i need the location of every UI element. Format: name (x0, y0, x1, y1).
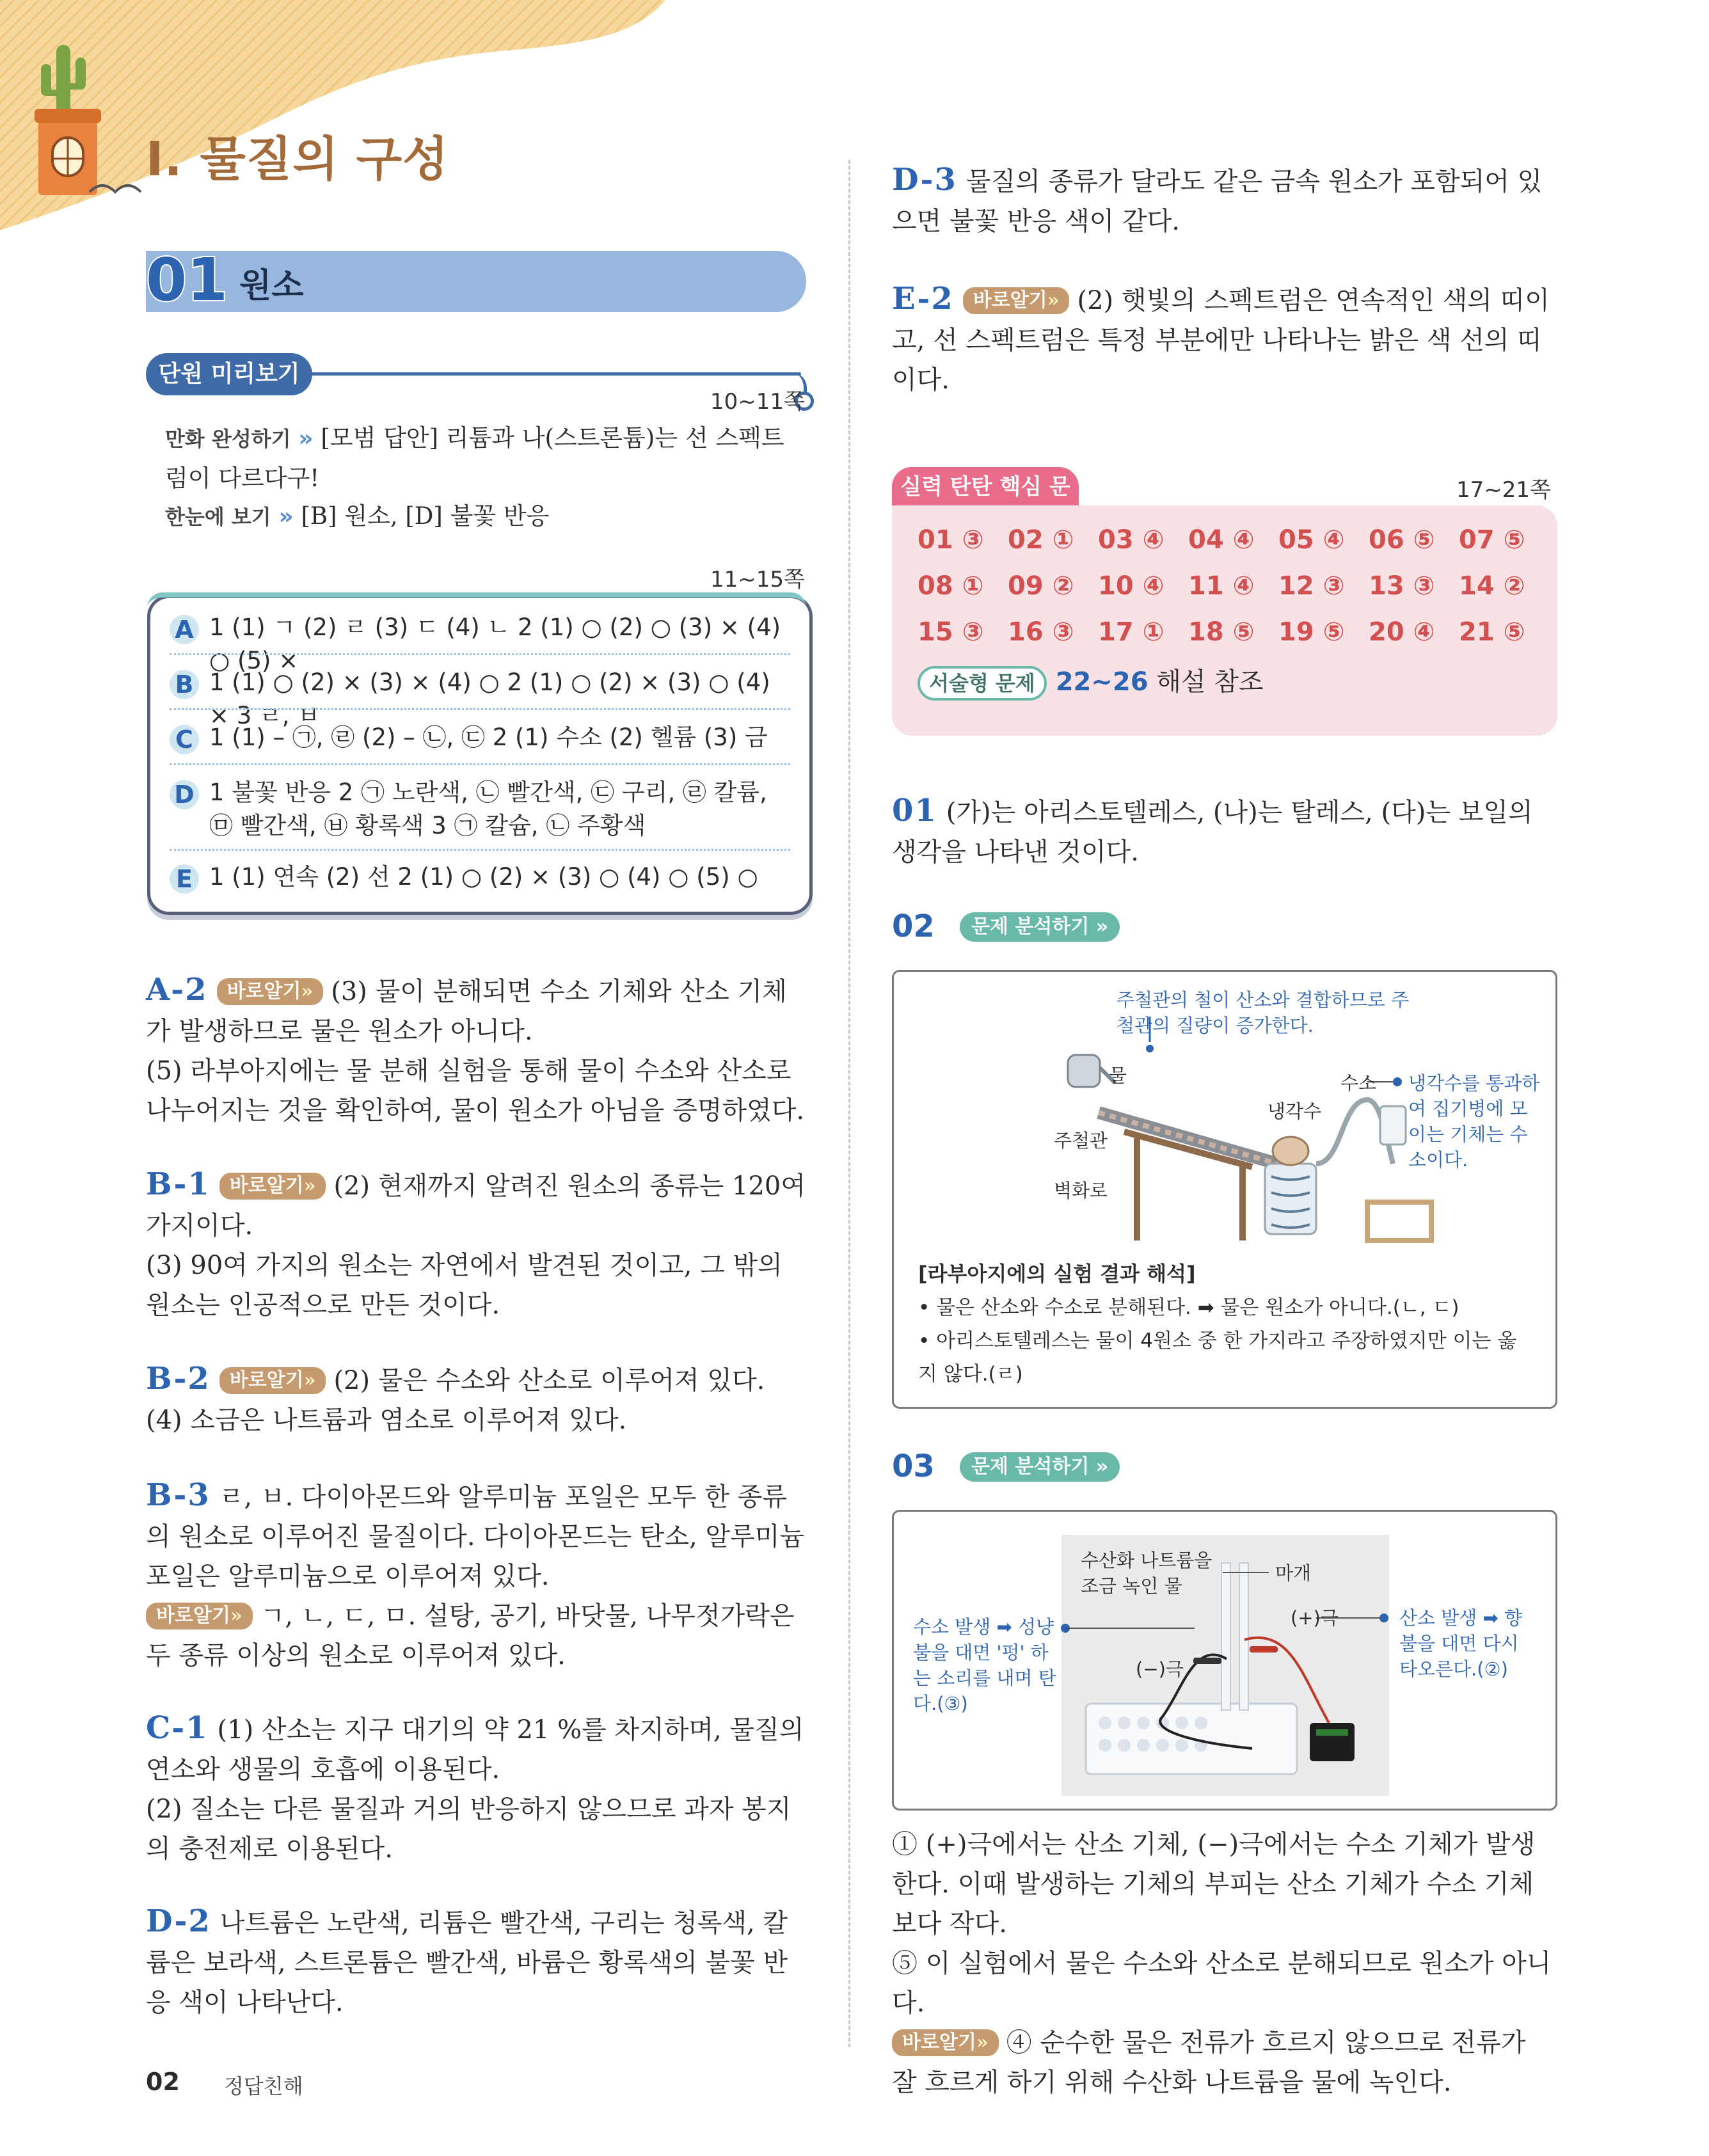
explanation-line: 나트륨은 노란색, 리튬은 빨간색, 구리는 청록색, 칼륨은 보라색, 스트론튬은 빨간색, 바륨은 황록색의 불꽃 반응 색이 나타난다. (146, 1908, 788, 2017)
baro-tag-label: 바로알기 (229, 1175, 304, 1197)
baro-tag (219, 1173, 326, 1200)
notes-line: • 물은 산소와 수소로 분해된다. ➡ 물은 원소가 아니다.(ㄴ, ㄷ) (918, 1296, 1459, 1319)
plus-electrode-label: (+)극 (1291, 1607, 1339, 1629)
oxygen-note: 산소 발생 ➡ 향불을 대면 다시 타오른다.(②) (1399, 1607, 1523, 1680)
core-answer-box (892, 505, 1557, 736)
divider (170, 763, 790, 765)
divider (170, 708, 790, 710)
core-answer-cell: 06 ⑤ (1369, 525, 1435, 555)
answer-page-range: 11~15쪽 (710, 567, 805, 592)
core-answer-cell: 01 ③ (918, 525, 984, 555)
chevron-right-icon: » (303, 1175, 316, 1197)
explanation-e2 (892, 279, 1557, 400)
notes-title: [라부아지에의 실험 결과 해석] (918, 1262, 1196, 1286)
question-number: 03 (892, 1448, 935, 1484)
core-answer-cell: 09 ② (1008, 571, 1074, 601)
answer-text: 1 (1) – ㉠, ㉣ (2) – ㉡, ㉢ 2 (1) 수소 (2) 헬륨 (3) 금 (209, 724, 768, 751)
explanation-b3 (146, 1475, 806, 1676)
chevron-right-icon: » (1095, 916, 1109, 938)
core-answer-cell: 04 ④ (1188, 525, 1255, 555)
lavoisier-figure-box (892, 970, 1557, 1409)
answer-box-accent (147, 592, 806, 608)
core-answer-cell: 11 ④ (1188, 571, 1255, 601)
baro-tag-label: 바로알기 (973, 289, 1047, 312)
baro-tag (963, 287, 1070, 314)
chevron-right-icon: » (278, 503, 294, 530)
core-answer-cell: 03 ④ (1098, 525, 1165, 555)
minus-electrode-label: (−)극 (1136, 1658, 1184, 1680)
chapter-title: Ⅰ. 물질의 구성 (146, 132, 449, 187)
column-divider (848, 160, 850, 2047)
answer-letter: A (170, 615, 199, 644)
manhwa-tag: 만화 완성하기 (165, 427, 291, 451)
core-answer-cell: 02 ① (1008, 525, 1074, 555)
explanation-b2 (146, 1359, 806, 1440)
baro-tag (146, 1603, 253, 1629)
answer-text: 1 (1) 연속 (2) 선 2 (1) ○ (2) × (3) ○ (4) ○ (5) ○ (209, 863, 758, 891)
explanation-c1 (146, 1708, 806, 1869)
explanation-code: E-2 (892, 281, 954, 317)
explanation-line: (1) 산소는 지구 대기의 약 21 %를 차지하며, 물질의 연소와 생물의 호흡에 이용된다. (146, 1715, 804, 1784)
divider (170, 653, 790, 655)
core-answer-cell: 16 ③ (1008, 617, 1074, 647)
core-answer-cell: 07 ⑤ (1459, 525, 1525, 555)
answer-text: 1 불꽃 반응 2 ㉠ 노란색, ㉡ 빨간색, ㉢ 구리, ㉣ 칼륨, ㉤ 빨간색, ㉥ 황록색 3 ㉠ 칼슘, ㉡ 주황색 (209, 779, 767, 839)
glance-block (165, 496, 805, 537)
core-answer-cell: 12 ③ (1278, 571, 1345, 601)
explanation-code: D-2 (146, 1903, 211, 1939)
lavoisier-notes (918, 1257, 1532, 1391)
essay-note: 해설 참조 (1156, 667, 1264, 697)
question-number: 02 (892, 908, 935, 944)
core-answer-cell: 13 ③ (1369, 571, 1435, 601)
preview-tag: 단원 미리보기 (146, 353, 312, 395)
core-problems-tag: 실력 탄탄 핵심 문 (892, 467, 1079, 507)
explanation-d2 (146, 1901, 806, 2022)
core-answer-cell: 15 ③ (918, 617, 984, 647)
core-page-range: 17~21쪽 (1456, 477, 1551, 503)
explanation-a2 (146, 970, 806, 1130)
core-answer-cell: 21 ⑤ (1459, 617, 1525, 647)
explanation-line: (2) 현재까지 알려진 원소의 종류는 120여 가지이다. (146, 1171, 806, 1240)
chevron-right-icon: » (230, 1605, 242, 1627)
core-answer-cell: 10 ④ (1098, 571, 1165, 601)
core-answer-cell: 14 ② (1459, 571, 1525, 601)
section-number: 01 (146, 246, 228, 314)
essay-tag: 서술형 문제 (918, 666, 1047, 701)
explanation-line: ⑤ 이 실험에서 물은 수소와 산소로 분해되므로 원소가 아니다. (892, 1949, 1552, 2018)
answer-text: 1 (1) ㄱ (2) ㄹ (3) ㄷ (4) ㄴ 2 (1) ○ (2) ○ (3) × (4) ○ (5) × (209, 614, 781, 674)
essay-range: 22~26 (1055, 667, 1149, 697)
manhwa-block (165, 418, 805, 498)
explanation-line: (2) 햇빛의 스펙트럼은 연속적인 색의 띠이고, 선 스펙트럼은 특정 부분에만 나타나는 밝은 색 선의 띠이다. (892, 286, 1550, 395)
core-answer-cell: 20 ④ (1369, 617, 1435, 647)
answer-letter: C (170, 725, 199, 754)
analyze-tag (960, 1452, 1120, 1482)
answer-letter: B (170, 670, 199, 699)
glance-tag: 한눈에 보기 (165, 505, 271, 529)
chevron-right-icon: » (303, 1369, 316, 1391)
kettle-icon (1068, 1055, 1115, 1087)
baro-tag (892, 2029, 999, 2056)
analyze-tag (960, 912, 1120, 942)
explanation-line: (3) 물이 분해되면 수소 기체와 산소 기체가 발생하므로 물은 원소가 아니다. (146, 977, 787, 1046)
hydrogen-label: 수소 (1340, 1072, 1377, 1094)
coolant-label: 냉각수 (1268, 1100, 1322, 1122)
baro-tag-label: 바로알기 (229, 1369, 304, 1391)
book-name: 정답친해 (224, 2074, 303, 2098)
manhwa-text: [모범 답안] 리튬과 나(스트론튬)는 선 스펙트럼이 다르다구! (165, 424, 784, 492)
answer-letter: E (170, 864, 199, 894)
chevron-right-icon: » (1047, 289, 1060, 312)
explanation-line: ㄹ, ㅂ. 다이아몬드와 알루미늄 포일은 모두 한 종류의 원소로 이루어진 물질이다. 다이아몬드는 탄소, 알루미늄 포일은 알루미늄으로 이루어져 있다. (146, 1482, 805, 1591)
explanation-line: (5) 라부아지에는 물 분해 실험을 통해 물이 수소와 산소로 나누어지는 것을 확인하여, 물이 원소가 아님을 증명하였다. (146, 1056, 805, 1125)
question-01 (892, 791, 1557, 872)
water-label: 물 (1109, 1065, 1127, 1086)
question-03-explanation (892, 1825, 1557, 2102)
cap-label: 마개 (1275, 1562, 1312, 1584)
hydrogen-note: 수소 발생 ➡ 성냥불을 대면 '펑' 하는 소리를 내며 탄다.(③) (913, 1616, 1056, 1715)
iron-pipe-note: 주철관의 철이 산소와 결합하므로 주철관의 질량이 증가한다. (1117, 989, 1410, 1036)
core-answer-cell: 05 ④ (1278, 525, 1345, 555)
divider (170, 849, 790, 851)
preview-page-range: 10~11쪽 (710, 389, 805, 415)
baro-tag-label: 바로알기 (227, 980, 301, 1003)
explanation-code: B-1 (146, 1166, 211, 1202)
analyze-tag-label: 문제 분석하기 (971, 916, 1090, 938)
preview-divider (301, 372, 801, 376)
section-title: 원소 (239, 267, 304, 305)
explanation-line: (2) 물은 수소와 산소로 이루어져 있다. (333, 1366, 765, 1395)
chevron-right-icon: » (301, 980, 314, 1003)
answer-letter: D (170, 780, 199, 809)
baro-tag-label: 바로알기 (156, 1605, 230, 1627)
iron-pipe-label: 주철관 (1054, 1130, 1108, 1152)
core-answer-cell: 17 ① (1098, 617, 1165, 647)
core-answer-cell: 08 ① (918, 571, 984, 601)
glance-text: [B] 원소, [D] 불꽃 반응 (301, 502, 550, 530)
core-answer-grid (918, 523, 1549, 649)
page-number: 02 (146, 2068, 180, 2096)
chevron-right-icon: » (298, 425, 314, 452)
chevron-right-icon: » (1095, 1455, 1109, 1478)
explanation-code: D-3 (892, 162, 957, 198)
question-number: 01 (892, 793, 937, 828)
explanation-line: (2) 질소는 다른 물질과 거의 반응하지 않으므로 과자 봉지의 충전제로 이용된다. (146, 1795, 791, 1864)
explanation-code: B-2 (146, 1361, 211, 1397)
electrolysis-figure-box (892, 1510, 1557, 1811)
answer-text: 1 (1) ○ (2) × (3) × (4) ○ 2 (1) ○ (2) × (3) ○ (4) × 3 ㄹ, ㅂ (209, 669, 770, 729)
explanation-code: B-3 (146, 1477, 211, 1513)
explanation-line: ① (+)극에서는 산소 기체, (−)극에서는 수소 기체가 발생한다. 이때 발생하는 기체의 부피는 산소 기체가 수소 기체보다 작다. (892, 1830, 1536, 1938)
answer-box (147, 595, 813, 915)
core-answer-cell: 18 ⑤ (1188, 617, 1255, 647)
core-answer-cell: 19 ⑤ (1278, 617, 1345, 647)
explanation-b1 (146, 1164, 806, 1325)
hydrogen-note: 냉각수를 통과하여 집기병에 모이는 기체는 수소이다. (1408, 1072, 1540, 1171)
explanation-d3 (892, 160, 1557, 241)
explanation-line: ④ 순수한 물은 전류가 흐르지 않으므로 전류가 잘 흐르게 하기 위해 수산화 나트륨을 물에 녹인다. (892, 2028, 1526, 2097)
explanation-line: (3) 90여 가지의 원소는 자연에서 발견된 것이고, 그 밖의 원소는 인공적으로 만든 것이다. (146, 1251, 783, 1320)
solution-label: 수산화 나트륨을 조금 녹인 물 (1081, 1550, 1212, 1597)
analyze-tag-label: 문제 분석하기 (971, 1455, 1090, 1478)
furnace-label: 벽화로 (1054, 1180, 1108, 1201)
essay-row (918, 664, 1264, 701)
chevron-right-icon: » (976, 2031, 989, 2054)
explanation-line: (4) 소금은 나트륨과 염소로 이루어져 있다. (146, 1406, 627, 1435)
baro-tag (217, 978, 324, 1005)
explanation-line: ㄱ, ㄴ, ㄷ, ㅁ. 설탕, 공기, 바닷물, 나무젓가락은 두 종류 이상의 원소로 이루어져 있다. (146, 1601, 795, 1670)
explanation-line: 물질의 종류가 달라도 같은 금속 원소가 포함되어 있으면 불꽃 반응 색이 같다. (892, 167, 1543, 236)
explanation-code: A-2 (146, 972, 208, 1008)
question-text: (가)는 아리스토텔레스, (나)는 탈레스, (다)는 보일의 생각을 나타낸 것이다. (892, 798, 1533, 867)
baro-tag-label: 바로알기 (902, 2031, 976, 2054)
notes-line: • 아리스토텔레스는 물이 4원소 중 한 가지라고 주장하였지만 이는 옳지 않다.(ㄹ) (918, 1329, 1517, 1386)
explanation-code: C-1 (146, 1710, 209, 1746)
baro-tag (219, 1367, 326, 1394)
